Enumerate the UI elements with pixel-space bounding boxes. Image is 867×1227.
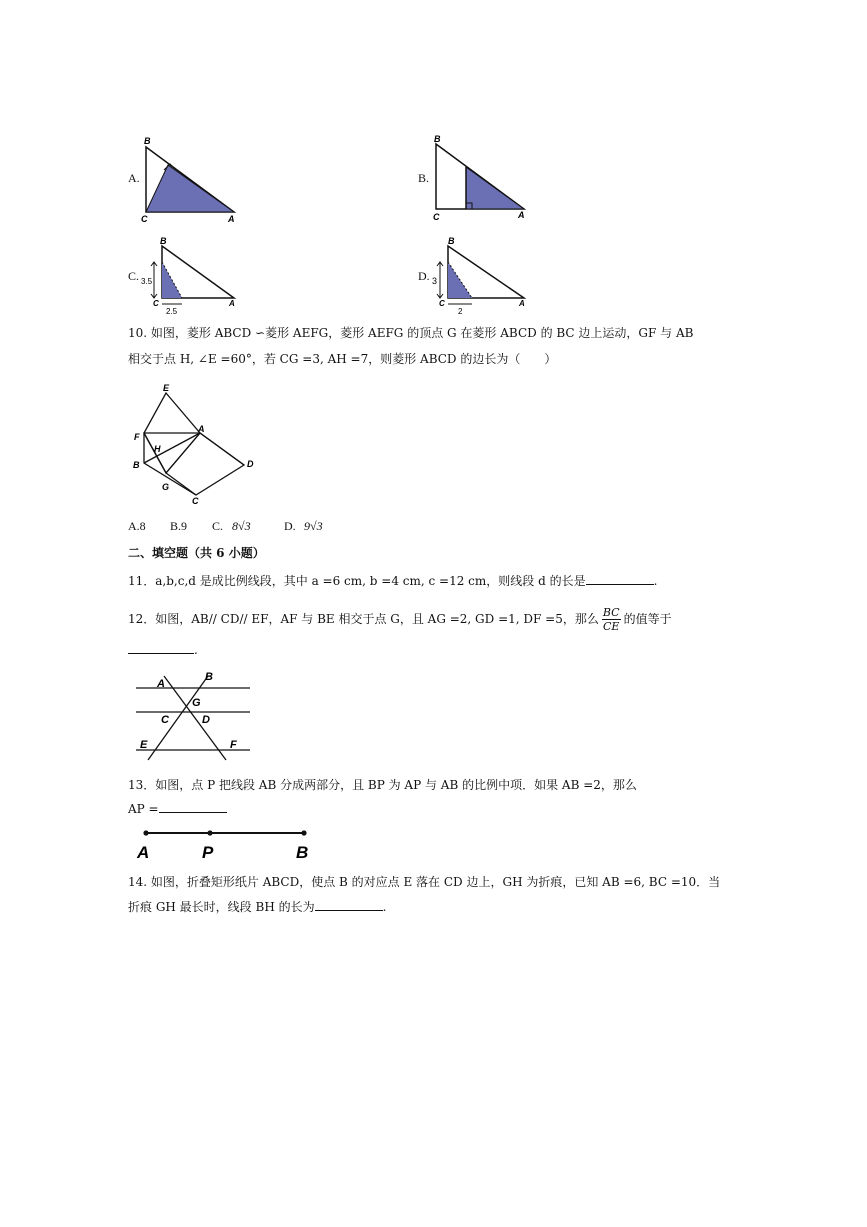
q10-option-c: C. xyxy=(212,519,224,533)
label-a: A xyxy=(198,424,205,434)
q10-option-b: B.9 xyxy=(170,519,188,533)
option-a-label: A. xyxy=(128,171,140,185)
option-d-figure xyxy=(428,234,538,316)
dim-vertical: 3.5 xyxy=(141,277,153,286)
q14-line2 xyxy=(128,899,386,915)
q10-rhombus-figure xyxy=(128,380,268,510)
q13-line1: 13．如图，点 P 把线段 AB 分成两部分，且 BP 为 AP 与 AB 的比例中项．如果 AB =2，那么 xyxy=(128,778,637,792)
label-b: B xyxy=(160,236,167,246)
q10-option-d: D. xyxy=(284,519,296,533)
q12-frac-den: CE xyxy=(602,620,620,633)
q12-frac-num: BC xyxy=(602,606,620,619)
label-c: C xyxy=(153,299,159,308)
label-b: B xyxy=(296,843,309,862)
q12-answer-line xyxy=(128,642,198,658)
label-f: F xyxy=(230,739,237,751)
label-b: B xyxy=(144,136,151,146)
option-c-label: C. xyxy=(128,269,140,283)
label-c: C xyxy=(141,214,148,224)
label-c: C xyxy=(439,299,445,308)
label-h: H xyxy=(154,444,161,454)
label-a: A xyxy=(228,214,235,224)
q14-end: . xyxy=(382,900,387,914)
dim-horizontal: 2.5 xyxy=(166,307,178,316)
label-e: E xyxy=(163,383,170,393)
label-b: B xyxy=(205,671,213,683)
label-a: A xyxy=(157,678,165,690)
q10-option-d-value: 9√3 xyxy=(304,519,323,533)
label-d: D xyxy=(247,459,254,469)
q14-line2-text: 折痕 GH 最长时，线段 BH 的长为 xyxy=(128,900,315,914)
label-a: A xyxy=(519,299,525,308)
q10-line1: 10. 如图，菱形 ABCD ∽菱形 AEFG，菱形 AEFG 的顶点 G 在菱形 ABCD 的 BC 边上运动，GF 与 AB xyxy=(128,326,694,340)
option-d-label: D. xyxy=(418,269,430,283)
label-g: G xyxy=(162,482,170,492)
q12-end: . xyxy=(194,643,198,657)
label-c: C xyxy=(433,212,440,222)
label-a: A xyxy=(229,299,235,308)
q12 xyxy=(128,606,672,633)
q10-line2: 相交于点 H, ∠E =60°，若 CG =3, AH =7，则菱形 ABCD 的边长为（ ） xyxy=(128,352,557,366)
q11-answer-blank xyxy=(586,573,654,585)
q13-answer-blank xyxy=(159,801,227,813)
q13-line2-text: AP = xyxy=(128,802,159,816)
q12-fraction xyxy=(602,606,621,633)
q12-text: 12．如图，AB// CD// EF，AF 与 BE 相交于点 G，且 AG =2, GD =1, DF =5，那么 xyxy=(128,612,599,626)
q13-segment-figure xyxy=(128,822,328,864)
label-d: D xyxy=(202,714,210,726)
label-c: C xyxy=(161,714,169,726)
q11-end: . xyxy=(653,574,658,588)
option-a-figure xyxy=(138,132,248,224)
label-b: B xyxy=(133,460,140,470)
label-p: P xyxy=(202,843,214,862)
q11 xyxy=(128,573,657,589)
label-f: F xyxy=(134,432,140,442)
dim-vertical: 3 xyxy=(432,276,438,286)
q12-answer-blank xyxy=(128,642,194,654)
q11-text: 11．a,b,c,d 是成比例线段，其中 a =6 cm, b =4 cm, c =12 cm，则线段 d 的长是 xyxy=(128,574,586,588)
section-title: 二、填空题（共 6 小题） xyxy=(128,546,265,560)
label-b: B xyxy=(448,236,455,246)
label-b: B xyxy=(434,134,441,144)
q12-tail: 的值等于 xyxy=(623,612,672,626)
q12-parallel-lines-figure xyxy=(128,666,258,768)
label-g: G xyxy=(192,697,201,709)
option-c-figure xyxy=(138,234,248,316)
label-e: E xyxy=(140,739,148,751)
label-a: A xyxy=(137,843,150,862)
q14-answer-blank xyxy=(315,899,383,911)
q10-option-c-value: 8√3 xyxy=(232,519,251,533)
q14-line1: 14. 如图，折叠矩形纸片 ABCD，使点 B 的对应点 E 落在 CD 边上，GH 为折痕，已知 AB =6, BC =10．当 xyxy=(128,875,721,889)
label-c: C xyxy=(192,496,199,506)
dim-horizontal: 2 xyxy=(458,307,463,316)
option-b-label: B. xyxy=(418,171,430,185)
option-b-figure xyxy=(428,132,538,224)
q13-line2 xyxy=(128,801,227,817)
q10-option-a: A.8 xyxy=(128,519,146,533)
label-a: A xyxy=(518,210,525,220)
